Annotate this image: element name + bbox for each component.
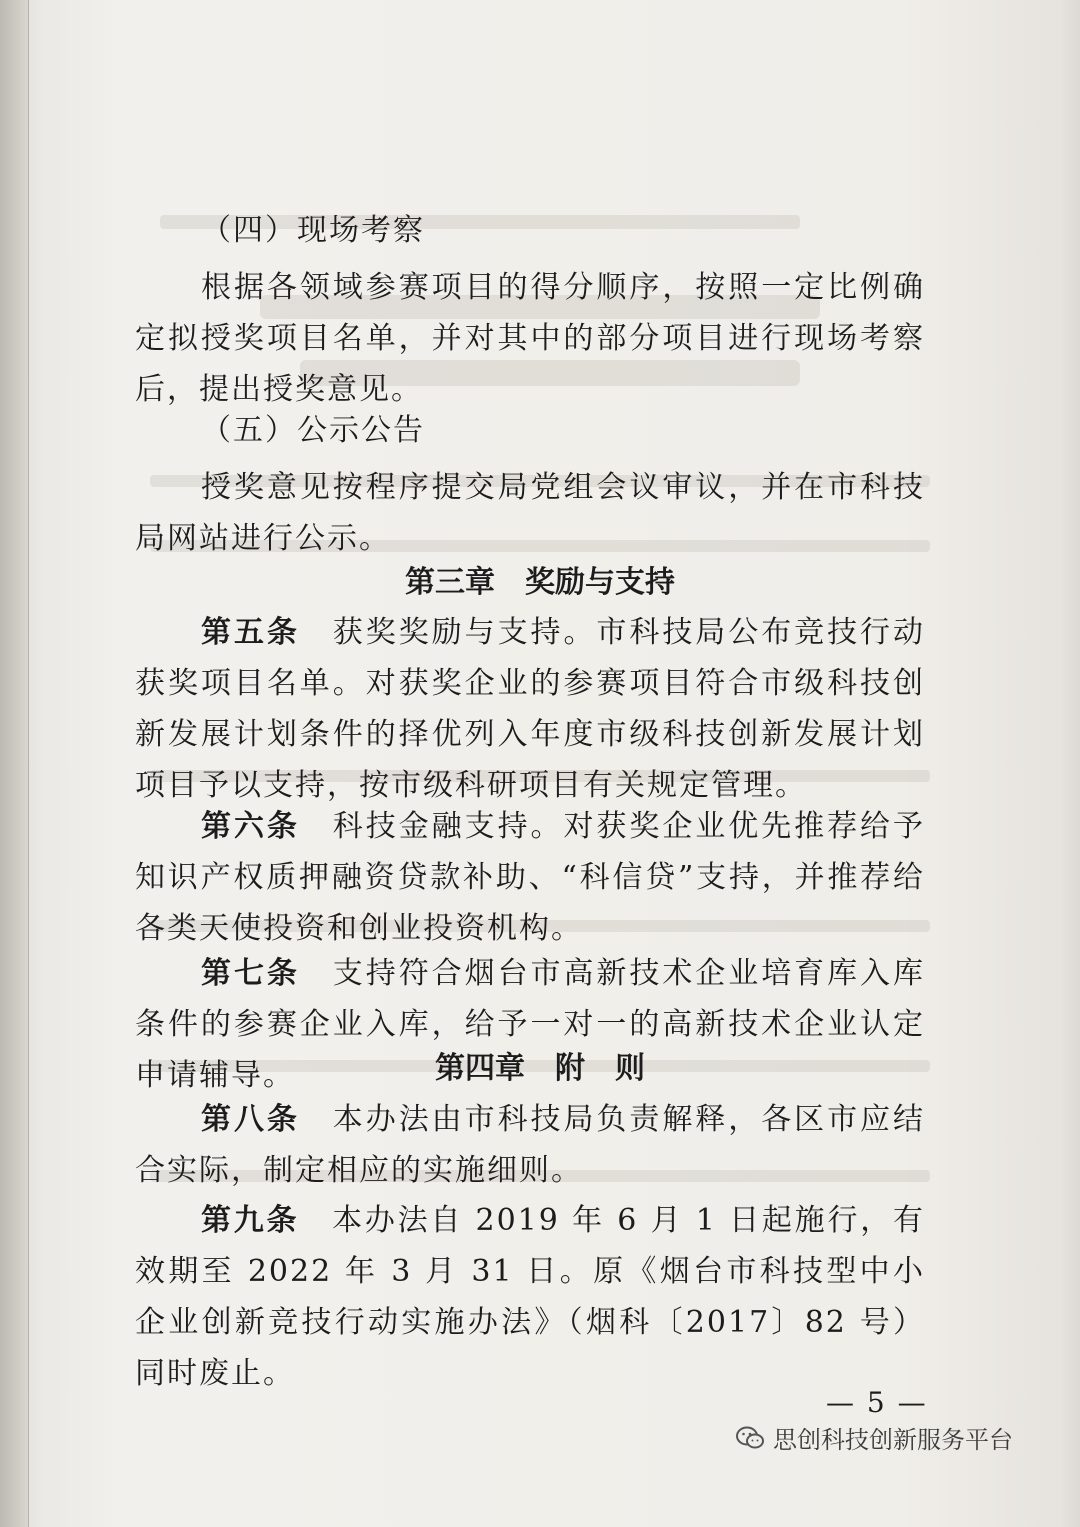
chapter-4-title: 第四章 附 则 (435, 1051, 645, 1086)
section-heading-4: （四）现场考察 (201, 213, 425, 248)
article-5-label: 第五条 (201, 615, 300, 650)
article-5 (135, 607, 925, 811)
paragraph-public-notice: 授奖意见按程序提交局党组会议审议，并在市科技局网站进行公示。 (135, 470, 925, 556)
article-8-text: 本办法由市科技局负责解释，各区市应结合实际，制定相应的实施细则。 (135, 1102, 926, 1188)
article-9 (135, 1195, 925, 1399)
article-9-label: 第九条 (201, 1203, 300, 1238)
wechat-watermark (735, 1420, 1013, 1455)
wechat-icon (735, 1425, 765, 1451)
article-6-label: 第六条 (201, 809, 300, 844)
article-6 (135, 801, 925, 954)
article-8-label: 第八条 (201, 1102, 300, 1137)
article-6-text: 科技金融支持。对获奖企业优先推荐给予知识产权质押融资贷款补助、“科信贷”支持，并推荐给各类天使投资和创业投资机构。 (135, 809, 926, 946)
chapter-3-title: 第三章 奖励与支持 (405, 565, 675, 600)
article-8 (135, 1094, 925, 1196)
article-7-label: 第七条 (201, 956, 300, 991)
section-heading-5: （五）公示公告 (201, 413, 425, 448)
article-5-text: 获奖奖励与支持。市科技局公布竞技行动获奖项目名单。对获奖企业的参赛项目符合市级科技创新发展计划条件的择优列入年度市级科技创新发展计划项目予以支持，按市级科研项目有关规定管理。 (135, 615, 926, 803)
article-9-text: 本办法自 2019 年 6 月 1 日起施行，有效期至 2022 年 3 月 31 日。原《烟台市科技型中小企业创新竞技行动实施办法》（烟科〔2017〕82 号）同时废止。 (135, 1203, 925, 1391)
watermark-text: 思创科技创新服务平台 (773, 1426, 1013, 1454)
page-number: — 5 — (826, 1386, 928, 1419)
paragraph-site-inspection: 根据各领域参赛项目的得分顺序，按照一定比例确定拟授奖项目名单，并对其中的部分项目进行现场考察后，提出授奖意见。 (135, 270, 925, 407)
article-7-text: 支持符合烟台市高新技术企业培育库入库条件的参赛企业入库，给予一对一的高新技术企业认定申请辅导。 (135, 956, 926, 1093)
